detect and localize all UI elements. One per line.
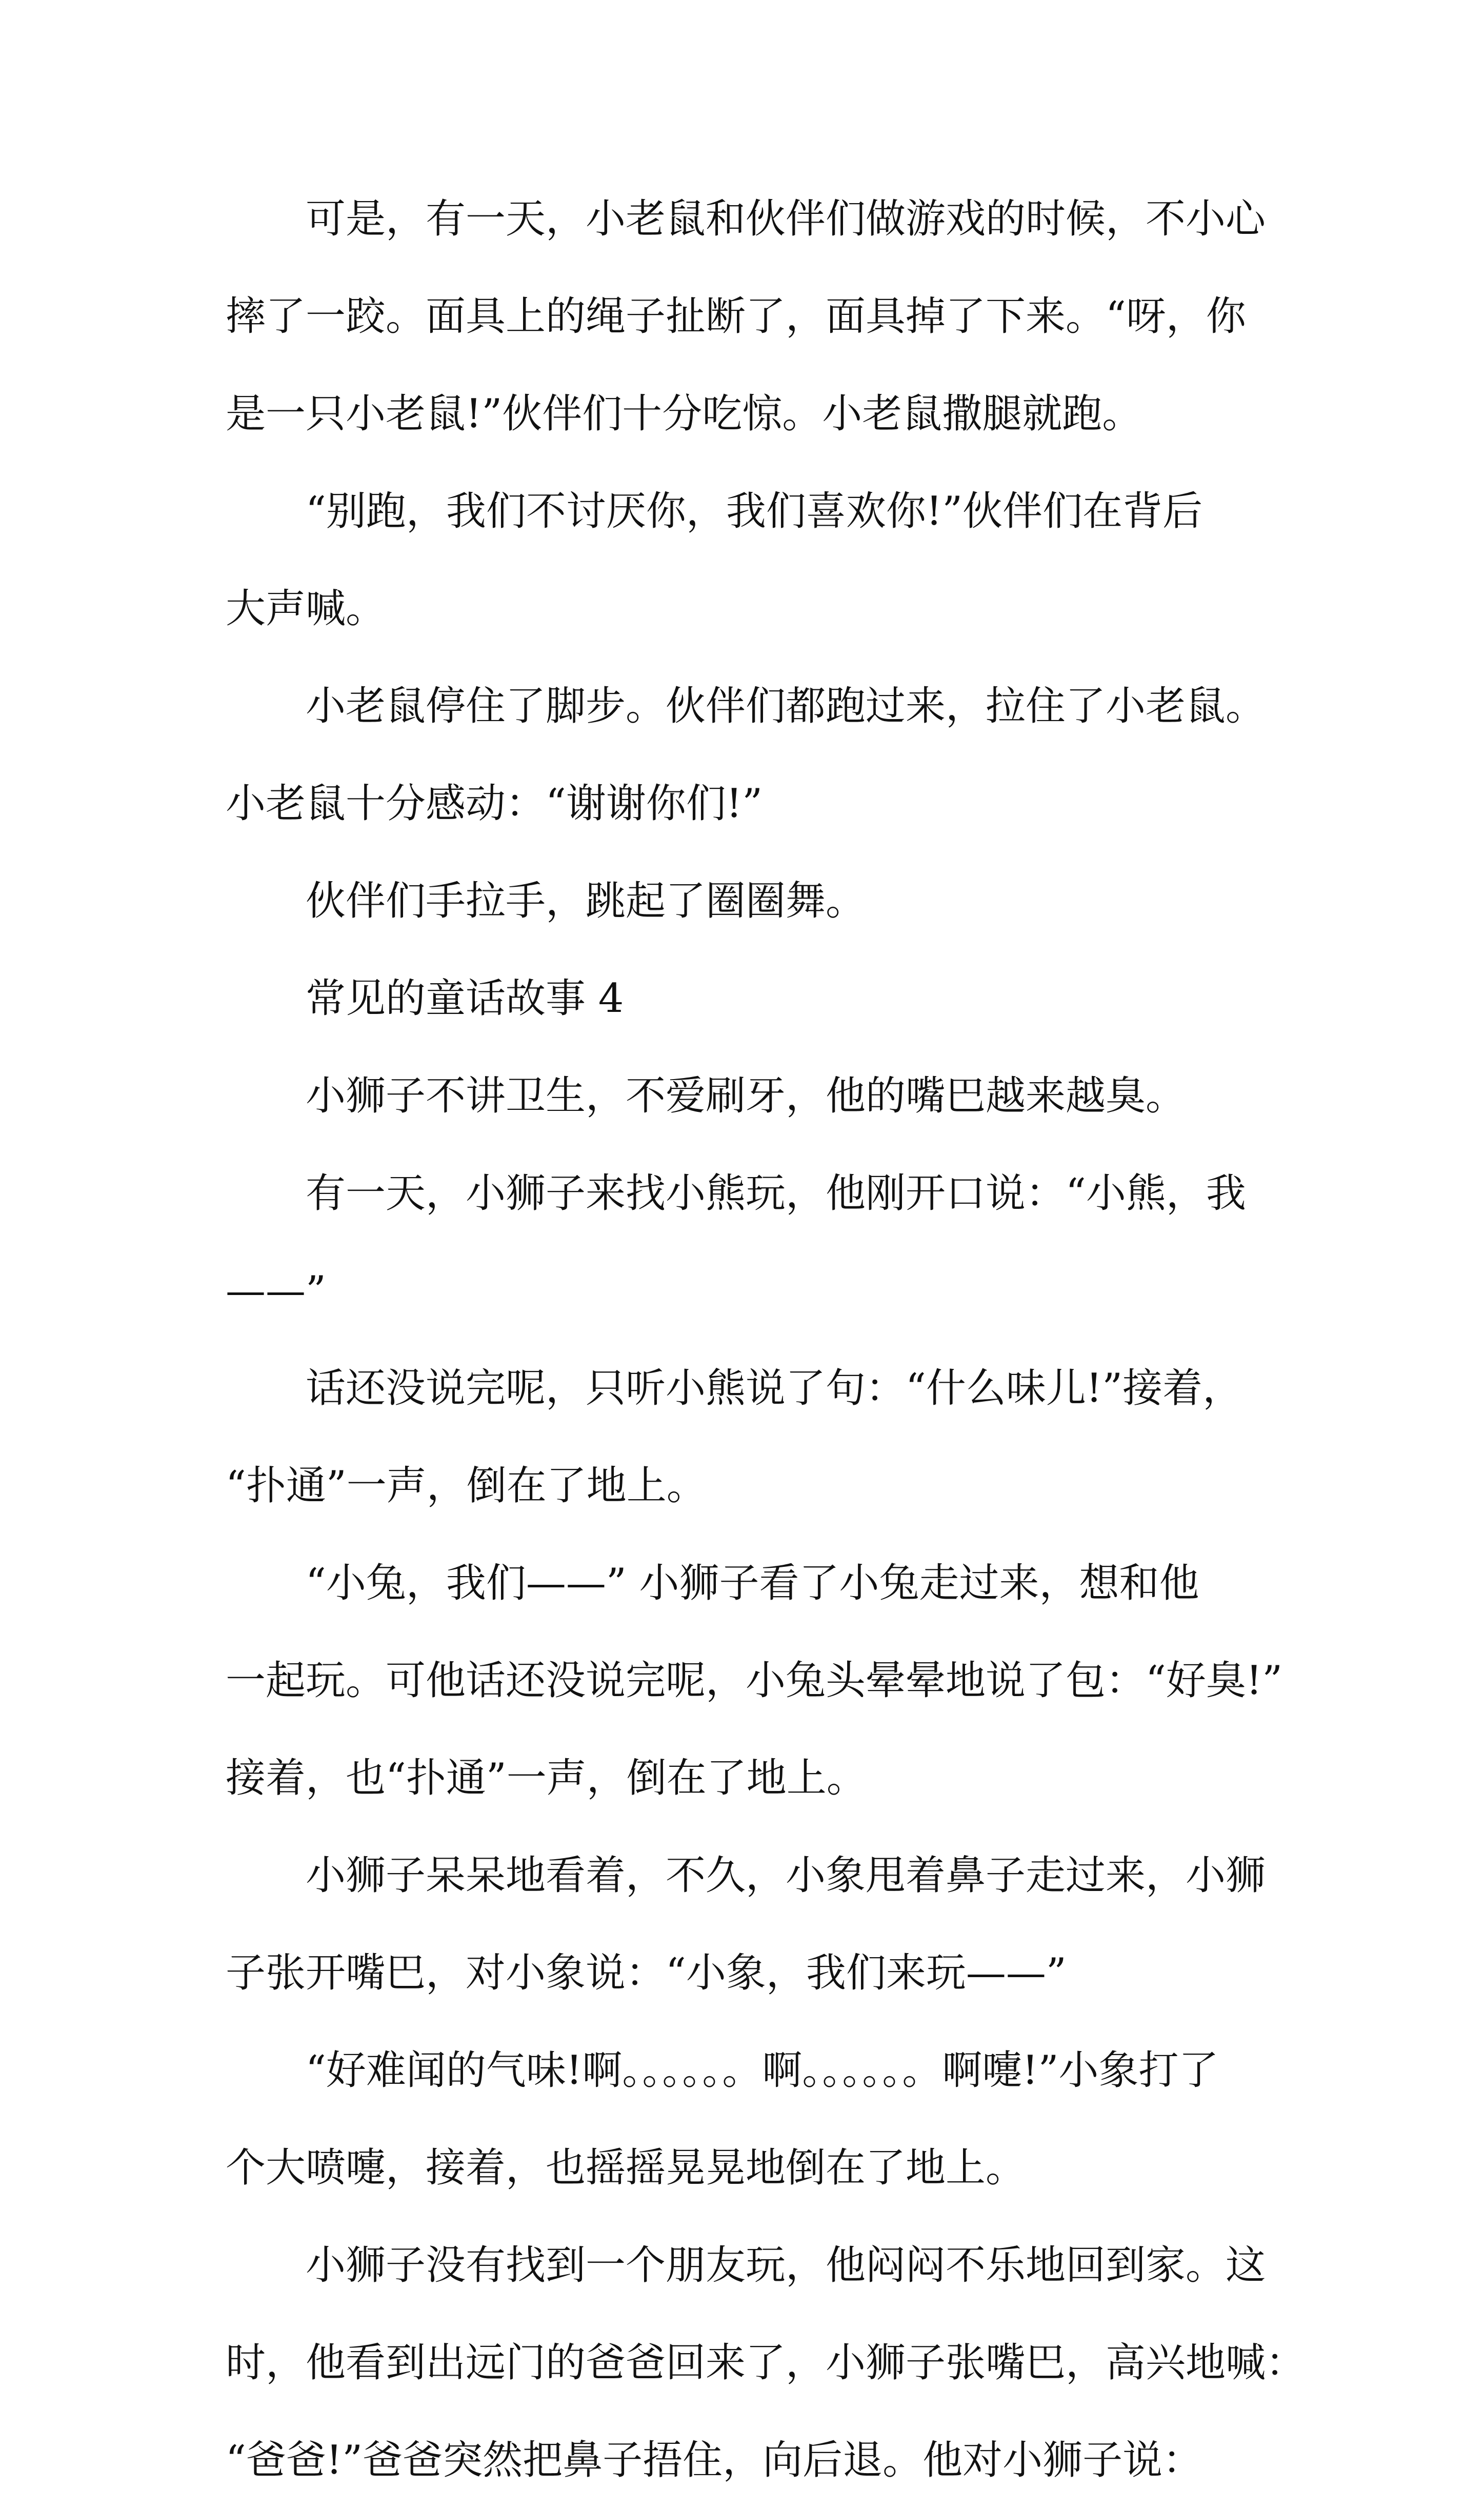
text-line: 话还没说完呢，只听小熊说了句：“什么味儿!”接着， [306, 1365, 1243, 1411]
text-line: 大声喊。 [226, 586, 386, 632]
text-line: 是一只小老鼠!”伙伴们十分吃惊。小老鼠撒腿就跑。 [226, 391, 1142, 437]
text-line: “扑通”一声，倒在了地上。 [226, 1463, 707, 1509]
text-line: 个大喷嚏，接着，也摇摇晃晃地倒在了地上。 [226, 2145, 1026, 2191]
text-line: “小兔，我们——” 小狮子看了小兔走过来，想和他 [306, 1560, 1199, 1606]
text-line: “好难闻的气味!啊。。。。。。啊。。。。。。啊嚏!”小象打了 [306, 2047, 1219, 2094]
text-line: 摔了一跤。面具上的绳子扯断了，面具掉了下来。“呀，你 [226, 293, 1246, 340]
section-heading: 常见的童话故事 4 [306, 975, 624, 1022]
text-line: ——” [226, 1268, 326, 1314]
text-line: 有一天，小狮子来找小熊玩，他刚开口说：“小熊，我 [306, 1170, 1246, 1217]
text-line: 一起玩。可他话还没说完呢，小兔头晕晕地说了包：“好臭!” [226, 1658, 1283, 1704]
text-line: “爸爸!”爸爸突然把鼻子捂住，向后退。他对小狮子说： [226, 2437, 1203, 2483]
text-line: 小狮子没有找到一个朋友玩，他闷闷不乐地回到家。这 [306, 2242, 1266, 2288]
text-line: 子张开嘴巴，对小象说：“小象，我们来玩——” [226, 1950, 1067, 1996]
text-line: 小老鼠停住了脚步。伙伴们都跑过来，拉住了小老鼠。 [306, 683, 1266, 729]
text-line: 接着，也“扑通”一声，倒在了地上。 [226, 1755, 867, 1801]
text-line: 小老鼠十分感动：“谢谢你们!” [226, 781, 763, 827]
text-line: 时，他看到出远门的爸爸回来了，小狮子张嘴巴，高兴地喊： [226, 2340, 1306, 2386]
text-line: “别跑，我们不讨厌你，我们喜欢你!”伙伴们在背后 [306, 488, 1203, 534]
text-line: 小狮子不讲卫生，不爱刷牙，他的嘴巴越来越臭。 [306, 1073, 1186, 1119]
text-line: 可是，有一天，小老鼠和伙伴们做游戏的时候，不小心 [306, 196, 1266, 242]
text-line: 伙伴们手拉手，跳起了圈圈舞。 [306, 878, 866, 924]
story-text [226, 170, 1306, 2509]
text-line: 小狮子呆呆地看着，不久，小象甩着鼻子走过来，小狮 [306, 1853, 1266, 1899]
